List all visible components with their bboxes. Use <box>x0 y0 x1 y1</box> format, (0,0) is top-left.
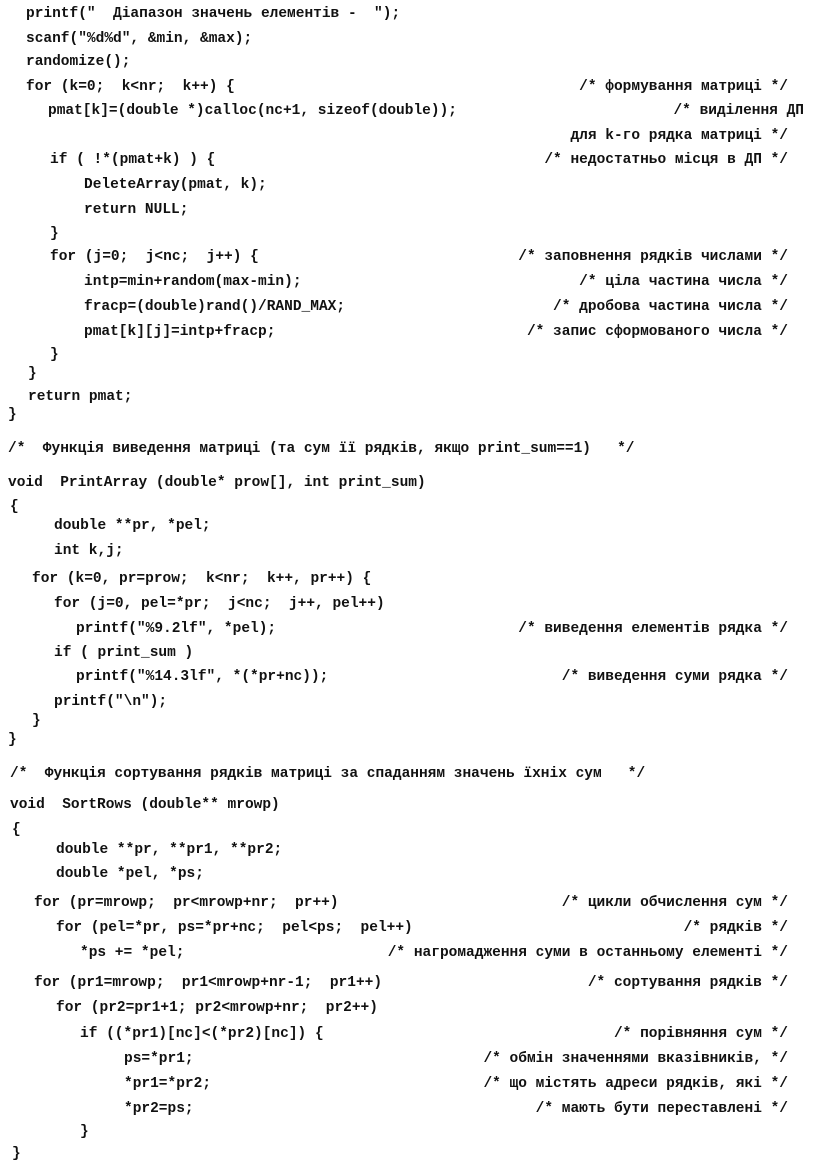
code-line <box>0 619 810 639</box>
code-line <box>0 820 810 840</box>
code-text: intp=min+random(max-min); <box>84 274 302 290</box>
code-line <box>0 439 810 459</box>
code-comment: /* порівняння сум */ <box>613 1026 788 1042</box>
code-line <box>0 272 810 292</box>
code-text: double **pr, *pel; <box>54 518 211 534</box>
code-line <box>0 322 810 342</box>
code-line <box>0 1099 810 1119</box>
code-text: if ( !*(pmat+k) ) { <box>50 152 216 168</box>
code-comment: /* недостатньо місця в ДП */ <box>544 152 788 168</box>
code-text: *pr2=ps; <box>124 1101 194 1117</box>
code-line <box>0 224 810 244</box>
code-text: if ((*pr1)[nc]<(*pr2)[nc]) { <box>80 1026 324 1042</box>
code-line <box>0 1024 810 1044</box>
code-text: } <box>28 366 37 382</box>
code-text: for (pr=mrowp; pr<mrowp+nr; pr++) <box>34 895 339 911</box>
code-text: for (pr2=pr1+1; pr2<mrowp+nr; pr2++) <box>56 1000 378 1016</box>
code-line <box>0 730 810 750</box>
code-line <box>0 692 810 712</box>
code-line <box>0 569 810 589</box>
code-comment: /* ціла частина числа */ <box>579 274 788 290</box>
code-line <box>0 764 810 784</box>
code-text: } <box>80 1124 89 1140</box>
code-line <box>0 864 810 884</box>
code-text: for (j=0, pel=*pr; j<nc; j++, pel++) <box>54 596 385 612</box>
code-text: printf(" Діапазон значень елементів - "); <box>26 6 401 22</box>
code-text: { <box>12 822 21 838</box>
code-comment: /* мають бути переставлені */ <box>535 1101 788 1117</box>
code-text: pmat[k]=(double *)calloc(nc+1, sizeof(double)); <box>48 103 457 119</box>
code-text: void PrintArray (double* prow[], int print_sum) <box>8 475 426 491</box>
code-line <box>0 77 810 97</box>
code-line <box>0 345 810 365</box>
code-comment: /* сортування рядків */ <box>587 975 788 991</box>
code-text: { <box>10 499 19 515</box>
code-comment: /* виведення суми рядка */ <box>561 669 788 685</box>
code-text: *ps += *pel; <box>80 945 185 961</box>
code-text: ps=*pr1; <box>124 1051 194 1067</box>
code-text: for (pel=*pr, ps=*pr+nc; pel<ps; pel++) <box>56 920 413 936</box>
code-line <box>0 643 810 663</box>
code-text: return NULL; <box>84 202 189 218</box>
code-line <box>0 893 810 913</box>
code-text: printf("%9.2lf", *pel); <box>76 621 277 637</box>
code-line <box>0 175 810 195</box>
code-line <box>0 1074 810 1094</box>
code-line <box>0 1049 810 1069</box>
code-line <box>0 4 810 24</box>
code-comment: /* рядків */ <box>683 920 788 936</box>
code-line <box>0 473 810 493</box>
code-text: DeleteArray(pmat, k); <box>84 177 267 193</box>
code-text: return pmat; <box>28 389 133 405</box>
code-text: /* Функція сортування рядків матриці за спаданням значень їхніх сум */ <box>10 766 646 782</box>
code-text: } <box>12 1146 21 1162</box>
code-line <box>0 795 810 815</box>
code-line <box>0 943 810 963</box>
code-text: int k,j; <box>54 543 124 559</box>
code-line <box>0 998 810 1018</box>
code-line <box>0 405 810 425</box>
code-line <box>0 150 810 170</box>
code-line <box>0 516 810 536</box>
code-line <box>0 29 810 49</box>
code-comment: /* виділення ДП <box>673 103 804 119</box>
code-line <box>0 711 810 731</box>
code-line <box>0 101 810 121</box>
code-line <box>0 840 810 860</box>
code-comment: /* нагромадження суми в останньому елементі */ <box>387 945 788 961</box>
code-comment: для k-го рядка матриці */ <box>570 128 788 144</box>
code-text: if ( print_sum ) <box>54 645 194 661</box>
code-line <box>0 364 810 384</box>
code-comment: /* що містять адреси рядків, які */ <box>483 1076 788 1092</box>
code-text: printf("\n"); <box>54 694 168 710</box>
code-comment: /* цикли обчислення сум */ <box>561 895 788 911</box>
code-line <box>0 497 810 517</box>
code-text: fracp=(double)rand()/RAND_MAX; <box>84 299 346 315</box>
code-comment: /* заповнення рядків числами */ <box>518 249 788 265</box>
code-text: printf("%14.3lf", *(*pr+nc)); <box>76 669 329 685</box>
code-text: } <box>50 347 59 363</box>
code-line <box>0 297 810 317</box>
code-text: } <box>8 407 17 423</box>
code-comment: /* формування матриці */ <box>579 79 788 95</box>
code-text: double **pr, **pr1, **pr2; <box>56 842 283 858</box>
code-line <box>0 1144 810 1164</box>
code-text: } <box>8 732 17 748</box>
code-line <box>0 667 810 687</box>
code-comment: /* обмін значеннями вказівників, */ <box>483 1051 788 1067</box>
code-comment: /* виведення елементів рядка */ <box>518 621 788 637</box>
code-text: double *pel, *ps; <box>56 866 204 882</box>
code-line <box>0 200 810 220</box>
code-line <box>0 1122 810 1142</box>
code-text: *pr1=*pr2; <box>124 1076 212 1092</box>
code-text: for (k=0, pr=prow; k<nr; k++, pr++) { <box>32 571 372 587</box>
code-text: } <box>32 713 41 729</box>
code-text: scanf("%d%d", &min, &max); <box>26 31 253 47</box>
code-text: /* Функція виведення матриці (та сум її рядків, якщо print_sum==1) */ <box>8 441 635 457</box>
code-text: for (k=0; k<nr; k++) { <box>26 79 235 95</box>
code-comment: /* дробова частина числа */ <box>553 299 788 315</box>
code-line <box>0 387 810 407</box>
code-line <box>0 126 810 146</box>
code-text: void SortRows (double** mrowp) <box>10 797 280 813</box>
code-line <box>0 594 810 614</box>
code-text: pmat[k][j]=intp+fracp; <box>84 324 276 340</box>
code-line <box>0 541 810 561</box>
code-text: for (pr1=mrowp; pr1<mrowp+nr-1; pr1++) <box>34 975 383 991</box>
code-text: for (j=0; j<nc; j++) { <box>50 249 259 265</box>
code-line <box>0 918 810 938</box>
code-line <box>0 52 810 72</box>
code-line <box>0 973 810 993</box>
code-comment: /* запис сформованого числа */ <box>526 324 788 340</box>
code-text: randomize(); <box>26 54 131 70</box>
code-line <box>0 247 810 267</box>
code-text: } <box>50 226 59 242</box>
